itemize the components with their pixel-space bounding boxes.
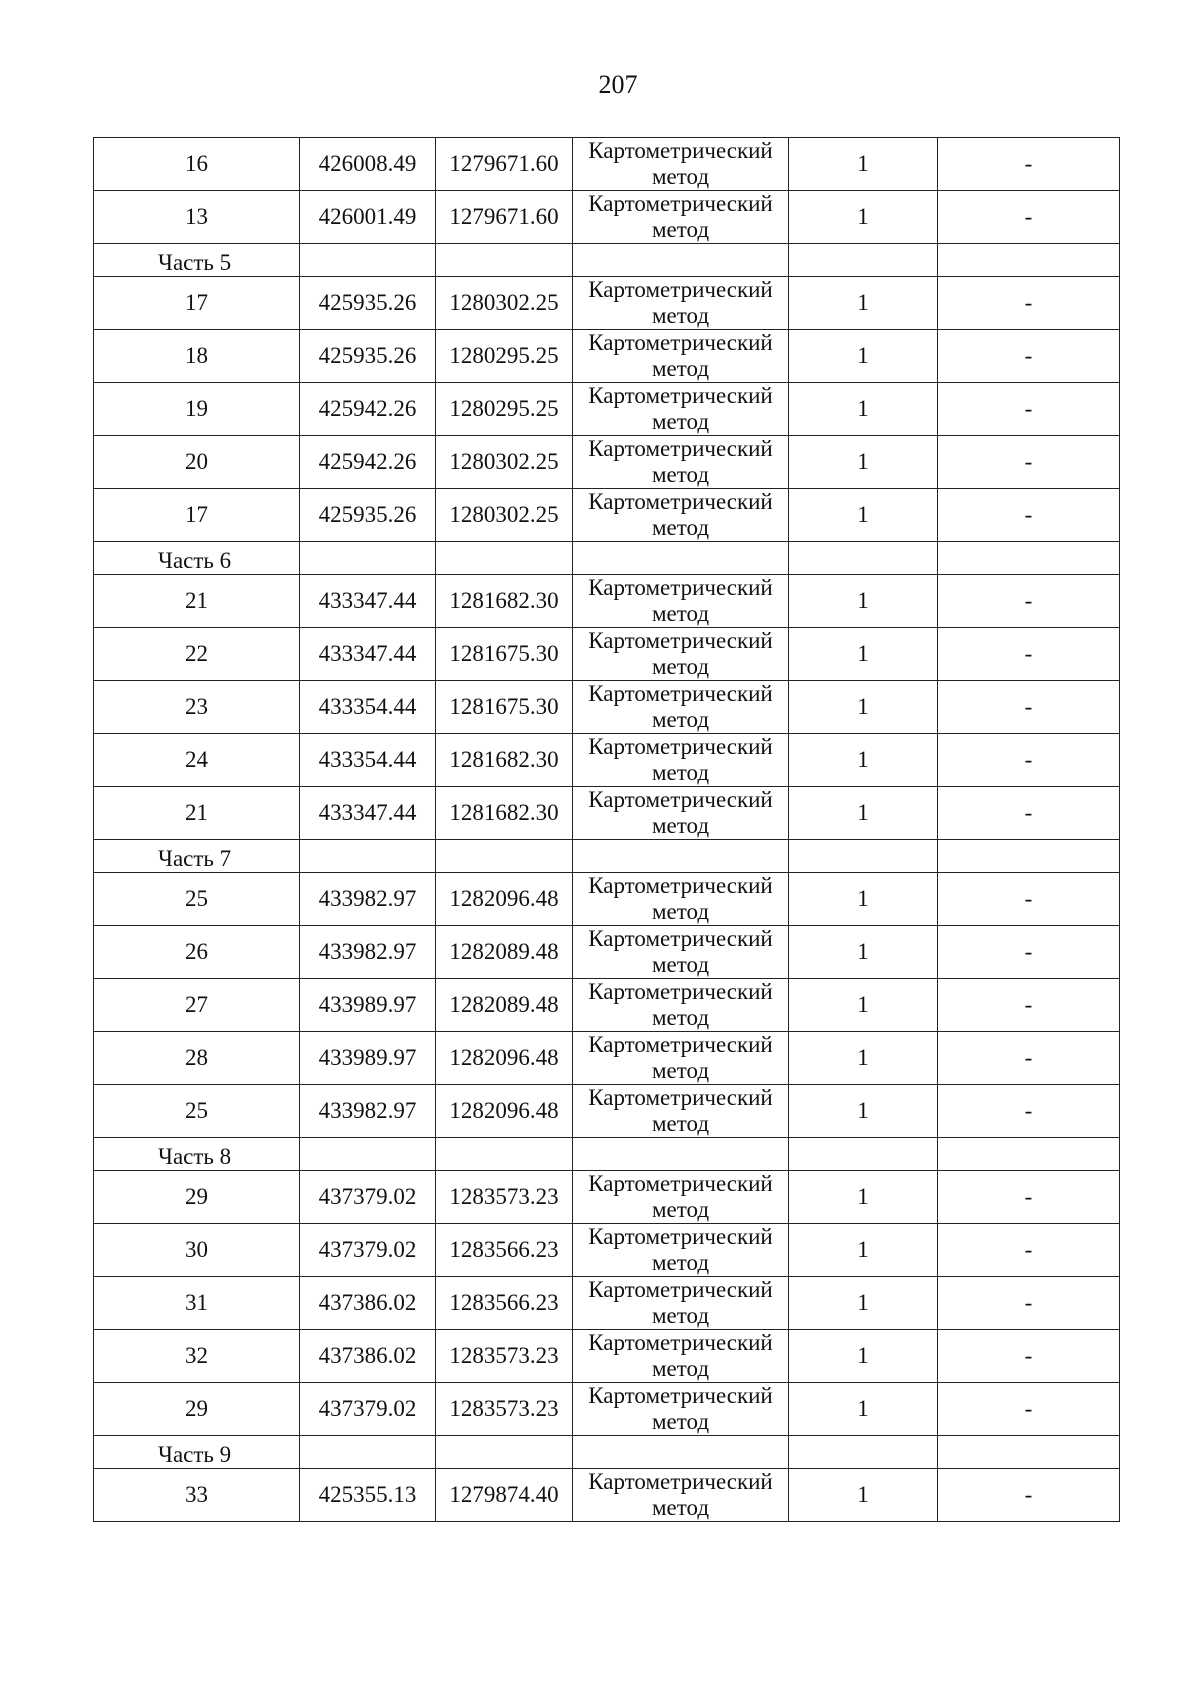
x-coordinate-cell: 425355.13 <box>300 1469 436 1522</box>
method-line-1: Картометрический <box>588 1032 773 1057</box>
empty-cell <box>436 840 573 873</box>
note-cell: - <box>938 926 1120 979</box>
empty-cell <box>789 840 938 873</box>
note-cell: - <box>938 330 1120 383</box>
x-coordinate-cell: 433354.44 <box>300 734 436 787</box>
point-number-cell: 13 <box>94 191 300 244</box>
x-coordinate-cell: 425935.26 <box>300 277 436 330</box>
note-cell: - <box>938 628 1120 681</box>
table-row <box>94 1032 1120 1085</box>
accuracy-cell: 1 <box>789 873 938 926</box>
empty-cell <box>938 1436 1120 1469</box>
point-number-cell: 17 <box>94 277 300 330</box>
part-label: Часть 5 <box>94 244 300 277</box>
y-coordinate-cell: 1280302.25 <box>436 489 573 542</box>
note-cell: - <box>938 436 1120 489</box>
method-line-2: метод <box>651 1111 710 1136</box>
method-cell <box>573 191 789 244</box>
empty-cell <box>938 542 1120 575</box>
point-number-cell: 23 <box>94 681 300 734</box>
method-line-1: Картометрический <box>588 1277 773 1302</box>
note-cell: - <box>938 1085 1120 1138</box>
method-line-1: Картометрический <box>588 1171 773 1196</box>
y-coordinate-cell: 1282096.48 <box>436 1032 573 1085</box>
empty-cell <box>573 1138 789 1171</box>
table-row <box>94 734 1120 787</box>
table-row <box>94 628 1120 681</box>
method-cell <box>573 1277 789 1330</box>
empty-cell <box>938 840 1120 873</box>
table-row <box>94 1171 1120 1224</box>
empty-cell <box>573 1436 789 1469</box>
method-cell <box>573 787 789 840</box>
empty-cell <box>300 840 436 873</box>
accuracy-cell: 1 <box>789 1171 938 1224</box>
part-label: Часть 6 <box>94 542 300 575</box>
y-coordinate-cell: 1279671.60 <box>436 191 573 244</box>
y-coordinate-cell: 1279874.40 <box>436 1469 573 1522</box>
point-number-cell: 22 <box>94 628 300 681</box>
method-cell <box>573 1469 789 1522</box>
accuracy-cell: 1 <box>789 191 938 244</box>
accuracy-cell: 1 <box>789 138 938 191</box>
y-coordinate-cell: 1281675.30 <box>436 681 573 734</box>
x-coordinate-cell: 433989.97 <box>300 979 436 1032</box>
point-number-cell: 29 <box>94 1383 300 1436</box>
note-cell: - <box>938 1171 1120 1224</box>
x-coordinate-cell: 433347.44 <box>300 787 436 840</box>
note-cell: - <box>938 1330 1120 1383</box>
method-cell <box>573 1330 789 1383</box>
method-cell <box>573 979 789 1032</box>
y-coordinate-cell: 1283566.23 <box>436 1224 573 1277</box>
empty-cell <box>436 1436 573 1469</box>
note-cell: - <box>938 489 1120 542</box>
method-line-2: метод <box>651 1495 710 1520</box>
method-line-2: метод <box>651 1197 710 1222</box>
method-cell <box>573 628 789 681</box>
method-line-2: метод <box>651 654 710 679</box>
method-line-1: Картометрический <box>588 873 773 898</box>
method-line-2: метод <box>651 356 710 381</box>
method-line-1: Картометрический <box>588 575 773 600</box>
y-coordinate-cell: 1283573.23 <box>436 1383 573 1436</box>
method-cell <box>573 1383 789 1436</box>
x-coordinate-cell: 437386.02 <box>300 1330 436 1383</box>
y-coordinate-cell: 1280302.25 <box>436 436 573 489</box>
method-line-1: Картометрический <box>588 787 773 812</box>
method-line-1: Картометрический <box>588 1330 773 1355</box>
x-coordinate-cell: 425942.26 <box>300 436 436 489</box>
method-line-2: метод <box>651 760 710 785</box>
accuracy-cell: 1 <box>789 489 938 542</box>
point-number-cell: 29 <box>94 1171 300 1224</box>
point-number-cell: 30 <box>94 1224 300 1277</box>
x-coordinate-cell: 425935.26 <box>300 330 436 383</box>
x-coordinate-cell: 426008.49 <box>300 138 436 191</box>
method-cell <box>573 330 789 383</box>
point-number-cell: 32 <box>94 1330 300 1383</box>
y-coordinate-cell: 1280302.25 <box>436 277 573 330</box>
method-line-2: метод <box>651 601 710 626</box>
table-row <box>94 979 1120 1032</box>
accuracy-cell: 1 <box>789 1383 938 1436</box>
method-cell <box>573 575 789 628</box>
note-cell: - <box>938 1224 1120 1277</box>
table-row <box>94 489 1120 542</box>
method-line-2: метод <box>651 164 710 189</box>
method-line-1: Картометрический <box>588 926 773 951</box>
accuracy-cell: 1 <box>789 926 938 979</box>
note-cell: - <box>938 734 1120 787</box>
method-line-2: метод <box>651 1356 710 1381</box>
method-line-2: метод <box>651 707 710 732</box>
y-coordinate-cell: 1283573.23 <box>436 1171 573 1224</box>
note-cell: - <box>938 191 1120 244</box>
point-number-cell: 24 <box>94 734 300 787</box>
point-number-cell: 21 <box>94 787 300 840</box>
accuracy-cell: 1 <box>789 1469 938 1522</box>
method-line-1: Картометрический <box>588 277 773 302</box>
y-coordinate-cell: 1283566.23 <box>436 1277 573 1330</box>
method-line-1: Картометрический <box>588 1469 773 1494</box>
y-coordinate-cell: 1281682.30 <box>436 575 573 628</box>
empty-cell <box>300 1436 436 1469</box>
method-line-1: Картометрический <box>588 1085 773 1110</box>
part-header-row <box>94 840 1120 873</box>
table-row <box>94 191 1120 244</box>
method-cell <box>573 138 789 191</box>
accuracy-cell: 1 <box>789 575 938 628</box>
table-row <box>94 1469 1120 1522</box>
y-coordinate-cell: 1279671.60 <box>436 138 573 191</box>
point-number-cell: 31 <box>94 1277 300 1330</box>
part-header-row <box>94 1138 1120 1171</box>
method-line-2: метод <box>651 1303 710 1328</box>
empty-cell <box>300 542 436 575</box>
method-cell <box>573 436 789 489</box>
x-coordinate-cell: 433982.97 <box>300 1085 436 1138</box>
note-cell: - <box>938 1383 1120 1436</box>
empty-cell <box>789 244 938 277</box>
method-line-1: Картометрический <box>588 681 773 706</box>
x-coordinate-cell: 433982.97 <box>300 926 436 979</box>
method-cell <box>573 1085 789 1138</box>
x-coordinate-cell: 425942.26 <box>300 383 436 436</box>
part-header-row <box>94 1436 1120 1469</box>
part-header-row <box>94 542 1120 575</box>
x-coordinate-cell: 433347.44 <box>300 628 436 681</box>
accuracy-cell: 1 <box>789 1032 938 1085</box>
note-cell: - <box>938 1032 1120 1085</box>
method-line-2: метод <box>651 1250 710 1275</box>
point-number-cell: 25 <box>94 873 300 926</box>
part-header-row <box>94 244 1120 277</box>
method-cell <box>573 681 789 734</box>
method-cell <box>573 734 789 787</box>
point-number-cell: 28 <box>94 1032 300 1085</box>
table-row <box>94 926 1120 979</box>
accuracy-cell: 1 <box>789 277 938 330</box>
note-cell: - <box>938 787 1120 840</box>
note-cell: - <box>938 873 1120 926</box>
accuracy-cell: 1 <box>789 330 938 383</box>
method-line-1: Картометрический <box>588 979 773 1004</box>
table-row <box>94 277 1120 330</box>
x-coordinate-cell: 433982.97 <box>300 873 436 926</box>
empty-cell <box>436 542 573 575</box>
method-cell <box>573 489 789 542</box>
empty-cell <box>573 244 789 277</box>
accuracy-cell: 1 <box>789 979 938 1032</box>
method-line-2: метод <box>651 899 710 924</box>
x-coordinate-cell: 433354.44 <box>300 681 436 734</box>
accuracy-cell: 1 <box>789 1277 938 1330</box>
note-cell: - <box>938 979 1120 1032</box>
empty-cell <box>789 542 938 575</box>
y-coordinate-cell: 1282089.48 <box>436 926 573 979</box>
table-row <box>94 873 1120 926</box>
accuracy-cell: 1 <box>789 1330 938 1383</box>
method-line-2: метод <box>651 515 710 540</box>
table-row <box>94 575 1120 628</box>
accuracy-cell: 1 <box>789 1224 938 1277</box>
y-coordinate-cell: 1282096.48 <box>436 873 573 926</box>
part-label: Часть 9 <box>94 1436 300 1469</box>
method-line-1: Картометрический <box>588 330 773 355</box>
method-line-2: метод <box>651 303 710 328</box>
method-line-1: Картометрический <box>588 191 773 216</box>
x-coordinate-cell: 437379.02 <box>300 1224 436 1277</box>
method-line-1: Картометрический <box>588 383 773 408</box>
empty-cell <box>300 1138 436 1171</box>
empty-cell <box>573 840 789 873</box>
note-cell: - <box>938 1277 1120 1330</box>
y-coordinate-cell: 1280295.25 <box>436 383 573 436</box>
method-line-2: метод <box>651 952 710 977</box>
note-cell: - <box>938 681 1120 734</box>
method-line-2: метод <box>651 1058 710 1083</box>
y-coordinate-cell: 1281675.30 <box>436 628 573 681</box>
table-row <box>94 787 1120 840</box>
x-coordinate-cell: 437379.02 <box>300 1171 436 1224</box>
table-row <box>94 330 1120 383</box>
method-cell <box>573 926 789 979</box>
table-row <box>94 138 1120 191</box>
table-row <box>94 1277 1120 1330</box>
method-cell <box>573 1032 789 1085</box>
page-number: 207 <box>598 70 638 99</box>
table-row <box>94 681 1120 734</box>
y-coordinate-cell: 1280295.25 <box>436 330 573 383</box>
y-coordinate-cell: 1281682.30 <box>436 787 573 840</box>
point-number-cell: 33 <box>94 1469 300 1522</box>
table-row <box>94 1085 1120 1138</box>
accuracy-cell: 1 <box>789 1085 938 1138</box>
method-line-1: Картометрический <box>588 628 773 653</box>
method-line-2: метод <box>651 409 710 434</box>
method-line-1: Картометрический <box>588 489 773 514</box>
x-coordinate-cell: 433347.44 <box>300 575 436 628</box>
x-coordinate-cell: 433989.97 <box>300 1032 436 1085</box>
accuracy-cell: 1 <box>789 681 938 734</box>
point-number-cell: 21 <box>94 575 300 628</box>
method-line-1: Картометрический <box>588 734 773 759</box>
point-number-cell: 19 <box>94 383 300 436</box>
x-coordinate-cell: 437386.02 <box>300 1277 436 1330</box>
method-cell <box>573 277 789 330</box>
method-cell <box>573 1171 789 1224</box>
point-number-cell: 25 <box>94 1085 300 1138</box>
method-line-1: Картометрический <box>588 1383 773 1408</box>
table-row <box>94 436 1120 489</box>
point-number-cell: 17 <box>94 489 300 542</box>
note-cell: - <box>938 575 1120 628</box>
x-coordinate-cell: 426001.49 <box>300 191 436 244</box>
empty-cell <box>436 244 573 277</box>
point-number-cell: 16 <box>94 138 300 191</box>
part-label: Часть 8 <box>94 1138 300 1171</box>
point-number-cell: 20 <box>94 436 300 489</box>
method-line-1: Картометрический <box>588 138 773 163</box>
y-coordinate-cell: 1282096.48 <box>436 1085 573 1138</box>
part-label: Часть 7 <box>94 840 300 873</box>
accuracy-cell: 1 <box>789 787 938 840</box>
note-cell: - <box>938 383 1120 436</box>
method-line-2: метод <box>651 217 710 242</box>
x-coordinate-cell: 425935.26 <box>300 489 436 542</box>
accuracy-cell: 1 <box>789 734 938 787</box>
empty-cell <box>938 244 1120 277</box>
table-row <box>94 383 1120 436</box>
method-line-2: метод <box>651 813 710 838</box>
method-line-1: Картометрический <box>588 436 773 461</box>
empty-cell <box>789 1436 938 1469</box>
table-row <box>94 1383 1120 1436</box>
coordinates-table <box>93 137 1120 1522</box>
accuracy-cell: 1 <box>789 383 938 436</box>
point-number-cell: 18 <box>94 330 300 383</box>
empty-cell <box>938 1138 1120 1171</box>
method-line-1: Картометрический <box>588 1224 773 1249</box>
method-cell <box>573 383 789 436</box>
note-cell: - <box>938 277 1120 330</box>
point-number-cell: 26 <box>94 926 300 979</box>
y-coordinate-cell: 1283573.23 <box>436 1330 573 1383</box>
table-row <box>94 1224 1120 1277</box>
empty-cell <box>436 1138 573 1171</box>
note-cell: - <box>938 138 1120 191</box>
y-coordinate-cell: 1281682.30 <box>436 734 573 787</box>
empty-cell <box>573 542 789 575</box>
table-row <box>94 1330 1120 1383</box>
method-line-2: метод <box>651 462 710 487</box>
method-line-2: метод <box>651 1005 710 1030</box>
note-cell: - <box>938 1469 1120 1522</box>
method-line-2: метод <box>651 1409 710 1434</box>
point-number-cell: 27 <box>94 979 300 1032</box>
accuracy-cell: 1 <box>789 628 938 681</box>
empty-cell <box>789 1138 938 1171</box>
accuracy-cell: 1 <box>789 436 938 489</box>
x-coordinate-cell: 437379.02 <box>300 1383 436 1436</box>
empty-cell <box>300 244 436 277</box>
method-cell <box>573 1224 789 1277</box>
method-cell <box>573 873 789 926</box>
y-coordinate-cell: 1282089.48 <box>436 979 573 1032</box>
coordinates-table-body <box>94 138 1120 1522</box>
